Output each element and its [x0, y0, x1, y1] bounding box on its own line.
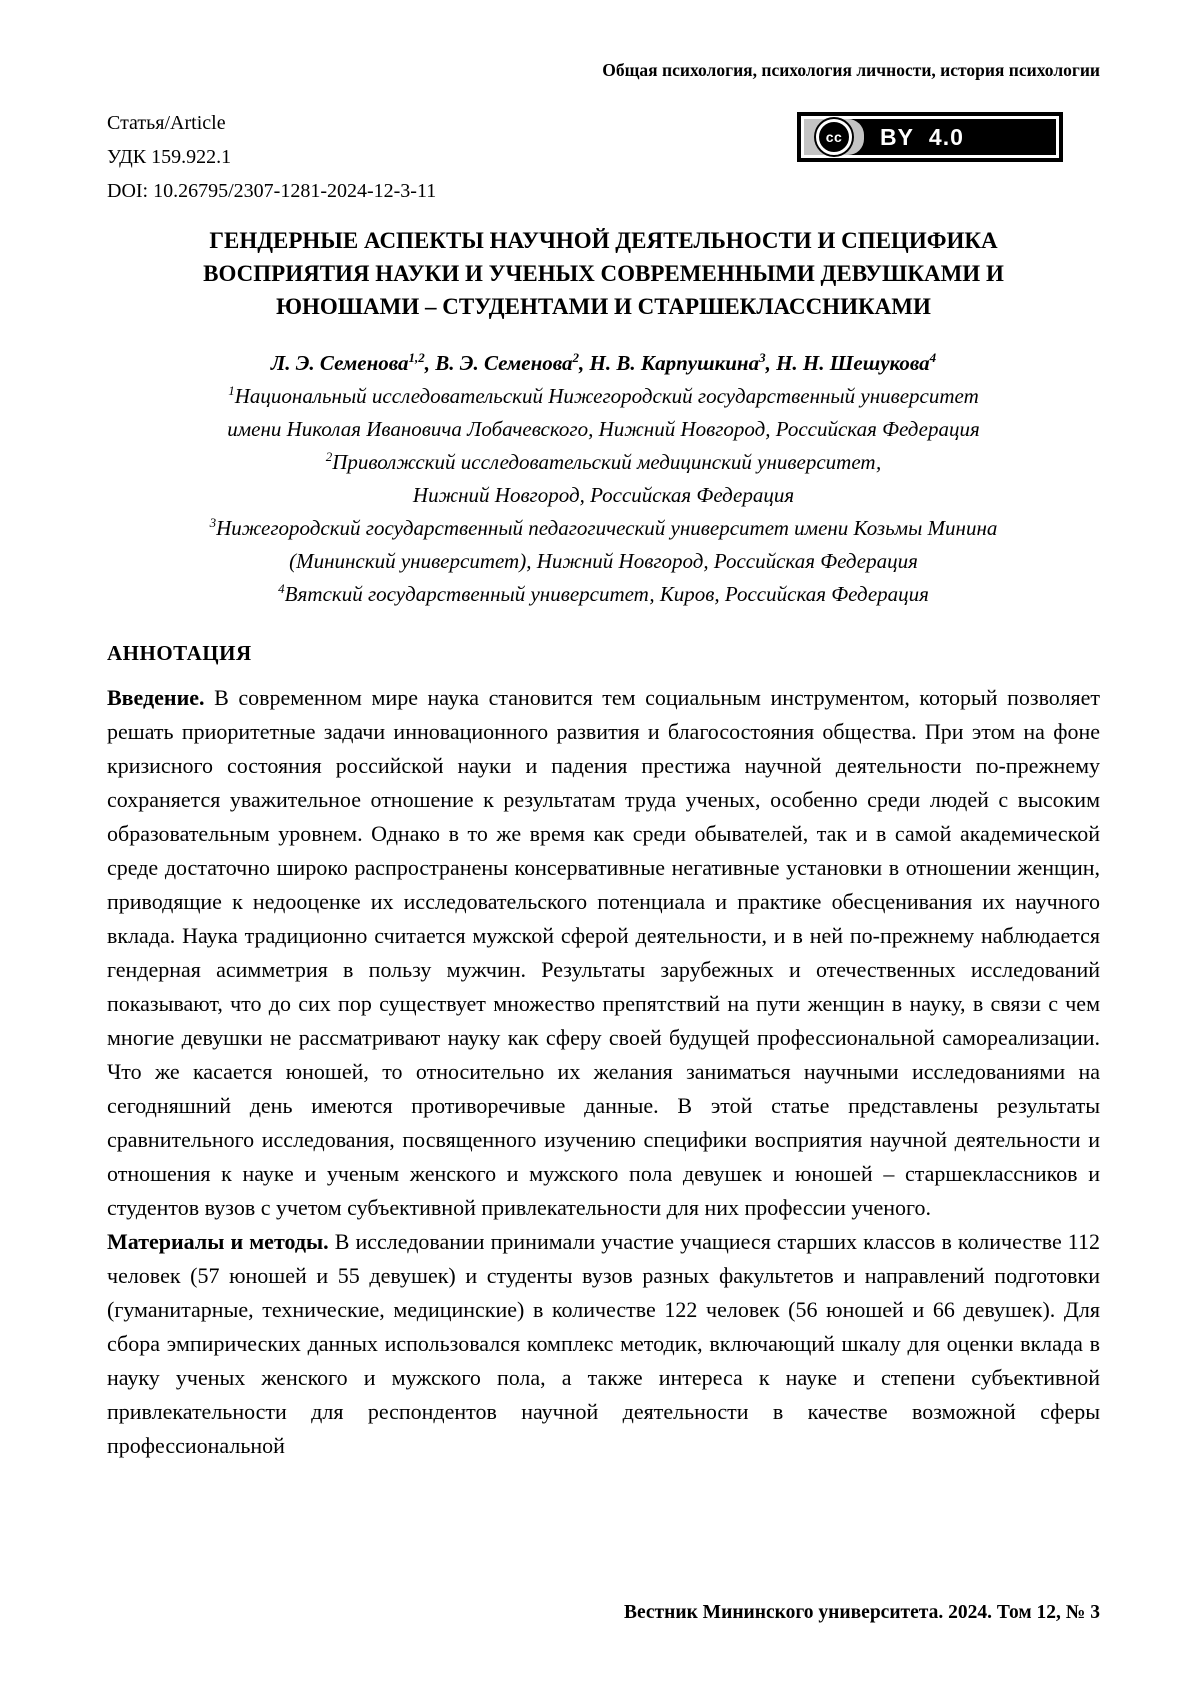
affiliation-sup: 4	[278, 581, 285, 596]
author	[271, 351, 425, 375]
affiliation-sup: 3	[209, 515, 217, 530]
affiliation-line	[107, 380, 1100, 413]
affiliation-line	[107, 479, 1100, 512]
page-content	[0, 60, 1200, 1463]
affiliation-sup: 1	[228, 383, 235, 398]
author-name: Л. Э. Семенова	[270, 351, 409, 375]
abstract-heading: АННОТАЦИЯ	[107, 641, 252, 665]
affiliations-block	[107, 380, 1100, 611]
journal-section-header: Общая психология, психология личности, история психологии	[602, 60, 1100, 80]
article-title-line: ЮНОШАМИ – СТУДЕНТАМИ И СТАРШЕКЛАССНИКАМИ	[276, 294, 931, 319]
abstract-body	[107, 681, 1100, 1463]
author-name: , Н. Н. Шешукова	[765, 351, 930, 375]
affiliation-text: (Мининский университет), Нижний Новгород, Российская Федерация	[289, 549, 918, 573]
affiliation-text: Нижний Новгород, Российская Федерация	[412, 483, 795, 507]
affiliation-text: Нижегородский государственный педагогический университет имени Козьмы Минина	[216, 516, 998, 540]
affiliation-text: Национальный исследовательский Нижегородский государственный университет	[234, 384, 979, 408]
cc-by-license-badge	[797, 112, 1063, 162]
doi-number: DOI: 10.26795/2307-1281-2024-12-3-11	[107, 180, 437, 202]
affiliation-line	[107, 512, 1100, 545]
authors-line	[107, 347, 1100, 380]
cc-badge-panel	[804, 119, 864, 155]
abstract-paragraph-introduction	[107, 681, 1100, 1225]
affiliation-text: Приволжский исследовательский медицинский университет,	[332, 450, 882, 474]
affiliation-text: Вятский государственный университет, Киров, Российская Федерация	[284, 582, 929, 606]
abstract-paragraph-materials-methods	[107, 1225, 1100, 1463]
cc-badge-frame	[801, 116, 1059, 158]
author-name: , Н. В. Карпушкина	[579, 351, 760, 375]
affiliation-line	[107, 446, 1100, 479]
affiliation-line	[107, 545, 1100, 578]
article-title	[107, 224, 1100, 323]
cc-icon: cc	[816, 119, 852, 155]
affiliation-line	[107, 413, 1100, 446]
author	[579, 351, 766, 375]
author-affil-sup: 4	[929, 350, 937, 365]
author	[425, 351, 579, 375]
author-affil-sup: 1,2	[408, 350, 425, 365]
author-name: , В. Э. Семенова	[424, 351, 573, 375]
article-title-line: ГЕНДЕРНЫЕ АСПЕКТЫ НАУЧНОЙ ДЕЯТЕЛЬНОСТИ И СПЕЦИФИКА	[209, 228, 998, 253]
author-affil-sup: 3	[759, 350, 766, 365]
paragraph-text: В современном мире наука становится тем социальным инструментом, который позволяет решать приоритетные задачи инновационного развития и благосостояния общества. При этом на фоне кризисного состояния российской науки и падения престижа научной деятельности по-прежнему сохраняется уважительное отношение к результатам труда ученых, особенно среди людей с высоким образовательным уровнем. Однако в то же время как среди обывателей, так и в самой академической среде достаточно широко распространены консервативные негативные установки в отношении женщин, приводящие к недооценке их исследовательского потенциала и практике обесценивания их научного вклада. Наука традиционно считается мужской сферой деятельности, и в ней по-прежнему наблюдается гендерная асимметрия в пользу мужчин. Результаты зарубежных и отечественных исследований показывают, что до сих пор существует множество препятствий на пути женщин в науку, в связи с чем многие девушки не рассматривают науку как сферу своей будущей профессиональной самореализации. Что же касается юношей, то относительно их желания заниматься научными исследованиями на сегодняшний день имеются противоречивые данные. В этой статье представлены результаты сравнительного исследования, посвященного изучению специфики восприятия научной деятельности и отношения к науке и ученым женского и мужского пола девушек и юношей – старшеклассников и студентов вузов с учетом субъективной привлекательности для них профессии ученого.	[107, 685, 1100, 1220]
affiliation-text: имени Николая Ивановича Лобачевского, Нижний Новгород, Российская Федерация	[227, 417, 980, 441]
journal-footer: Вестник Мининского университета. 2024. Том 12, № 3	[623, 1602, 1100, 1623]
author	[766, 351, 937, 375]
author-affil-sup: 2	[572, 350, 580, 365]
affiliation-line	[107, 578, 1100, 611]
article-title-line: ВОСПРИЯТИЯ НАУКИ И УЧЕНЫХ СОВРЕМЕННЫМИ ДЕВУШКАМИ И	[203, 261, 1004, 286]
paragraph-lead: Введение.	[107, 685, 205, 710]
cc-license-label: BY 4.0	[880, 123, 964, 150]
affiliation-sup: 2	[325, 449, 333, 464]
paragraph-lead: Материалы и методы.	[107, 1229, 329, 1254]
article-type-label: Статья/Article	[107, 112, 226, 134]
udk-number: УДК 159.922.1	[107, 146, 232, 168]
paragraph-text: В исследовании принимали участие учащиеся старших классов в количестве 112 человек (57 юношей и 55 девушек) и студенты вузов разных факультетов и направлений подготовки (гуманитарные, технические, медицинские) в количестве 122 человек (56 юношей и 66 девушек). Для сбора эмпирических данных использовался комплекс методик, включающий шкалу для оценки вклада в науку ученых женского и мужского пола, а также интереса к науке и степени субъективной привлекательности для респондентов научной деятельности в качестве возможной сферы профессиональной	[107, 1229, 1100, 1458]
